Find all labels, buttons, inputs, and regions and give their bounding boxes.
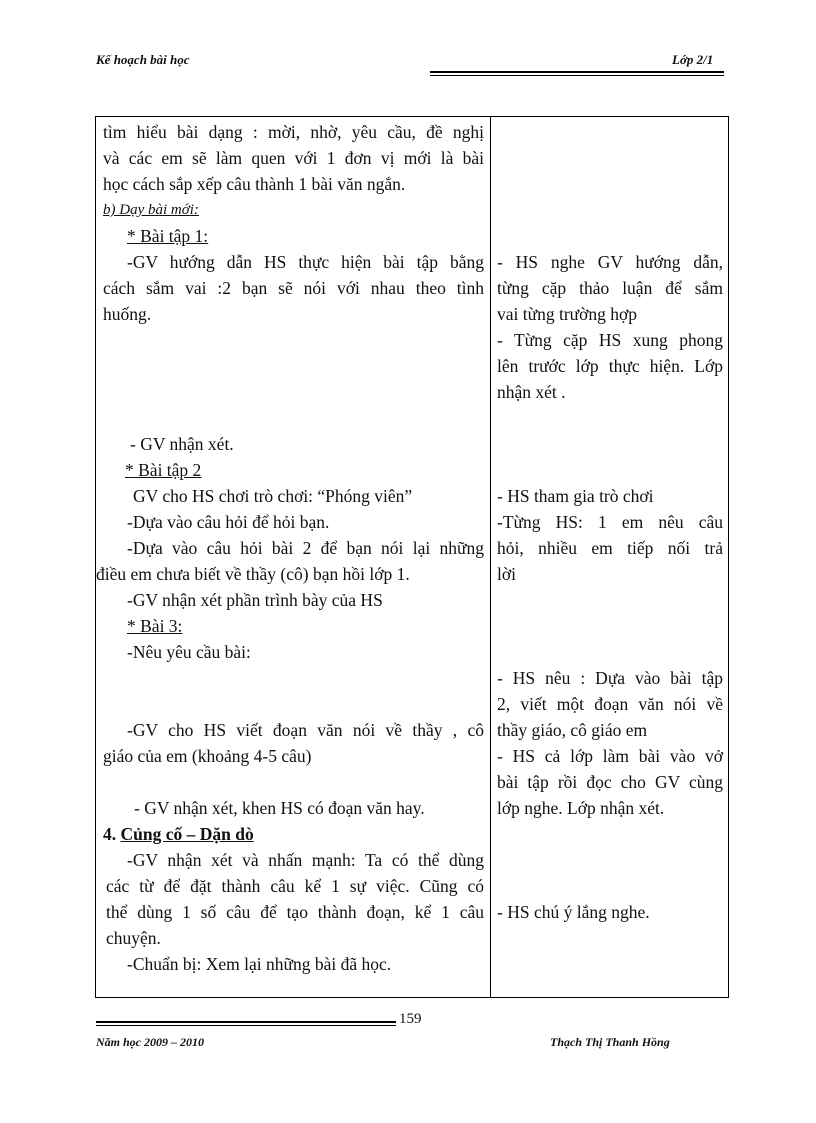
left-line-15: -GV nhận xét phần trình bày của HS	[127, 590, 383, 610]
header-class: Lớp 2/1	[672, 52, 714, 67]
right-line-8: -Từng HS: 1 em nêu câu	[497, 512, 723, 532]
right-line-11: - HS nêu : Dựa vào bài tập	[497, 668, 723, 688]
right-line-1: - HS nghe GV hướng dẫn,	[497, 252, 723, 272]
left-line-6: -GV hướng dẫn HS thực hiện bài tập bằng	[127, 252, 484, 272]
left-line-22: -GV nhận xét và nhấn mạnh: Ta có thể dùng	[127, 850, 484, 870]
left-line-8: huống.	[103, 304, 152, 324]
left-line-20: - GV nhận xét, khen HS có đoạn văn hay.	[134, 798, 425, 818]
exercise-2-title: * Bài tập 2	[125, 460, 202, 480]
right-line-6: nhận xét .	[497, 382, 566, 402]
right-line-2: từng cặp thảo luận để sắm	[497, 278, 723, 298]
header-rule	[430, 71, 724, 73]
left-line-18: -GV cho HS viết đoạn văn nói về thầy , cô	[127, 720, 484, 740]
right-line-13: thầy giáo, cô giáo em	[497, 720, 648, 740]
right-line-17: - HS chú ý lắng nghe.	[497, 902, 650, 922]
right-line-3: vai từng trường hợp	[497, 304, 638, 324]
footer-author: Thạch Thị Thanh Hồng	[550, 1035, 670, 1049]
right-line-5: lên trước lớp thực hiện. Lớp	[497, 356, 723, 376]
right-line-16: lớp nghe. Lớp nhận xét.	[497, 798, 665, 818]
left-line-2: và các em sẽ làm quen với 1 đơn vị mới là bài	[103, 148, 484, 168]
right-line-9: hỏi, nhiều em tiếp nối trả	[497, 538, 723, 558]
footer-school-year: Năm học 2009 – 2010	[96, 1035, 204, 1049]
right-line-15: bài tập rồi đọc cho GV cùng	[497, 772, 723, 792]
left-line-13: -Dựa vào câu hỏi bài 2 để bạn nói lại những	[127, 538, 484, 558]
page-number: 159	[399, 1011, 422, 1027]
left-line-17: -Nêu yêu cầu bài:	[127, 642, 251, 662]
left-line-26: -Chuẩn bị: Xem lại những bài đã học.	[127, 954, 392, 974]
left-line-9: - GV nhận xét.	[130, 434, 234, 454]
column-divider	[490, 116, 491, 998]
exercise-3-title: * Bài 3:	[127, 616, 183, 636]
left-line-14: điều em chưa biết về thầy (cô) bạn hồi lớp 1.	[96, 564, 410, 584]
left-line-25: chuyện.	[106, 928, 161, 948]
footer-rule-thin	[96, 1025, 396, 1026]
left-line-7: cách sắm vai :2 bạn sẽ nói với nhau theo tình	[103, 278, 484, 298]
left-line-3: học cách sắp xếp câu thành 1 bài văn ngắn.	[103, 174, 406, 194]
section-title-consolidation: 4. Củng cố – Dặn dò	[103, 824, 254, 844]
right-line-14: - HS cả lớp làm bài vào vở	[497, 746, 723, 766]
left-line-24: thể dùng 1 số câu để tạo thành đoạn, kể 1 câu	[106, 902, 484, 922]
right-line-10: lời	[497, 564, 516, 584]
left-line-11: GV cho HS chơi trò chơi: “Phóng viên”	[133, 486, 413, 506]
footer-rule	[96, 1021, 396, 1023]
left-line-12: -Dựa vào câu hỏi để hỏi bạn.	[127, 512, 330, 532]
exercise-1-title: * Bài tập 1:	[127, 226, 209, 246]
left-line-23: các từ để đặt thành câu kể 1 sự việc. Cũng có	[106, 876, 484, 896]
left-line-1: tìm hiểu bài dạng : mời, nhờ, yêu cầu, đề nghị	[103, 122, 484, 142]
right-line-4: - Từng cặp HS xung phong	[497, 330, 723, 350]
section-title-new-lesson: b) Dạy bài mới:	[103, 202, 199, 218]
right-line-12: 2, viết một đoạn văn nói về	[497, 694, 723, 714]
right-line-7: - HS tham gia trò chơi	[497, 486, 654, 506]
header-rule-thin	[430, 75, 724, 76]
header-title: Kế hoạch bài học	[96, 52, 190, 67]
left-line-19: giáo của em (khoảng 4-5 câu)	[103, 746, 312, 766]
